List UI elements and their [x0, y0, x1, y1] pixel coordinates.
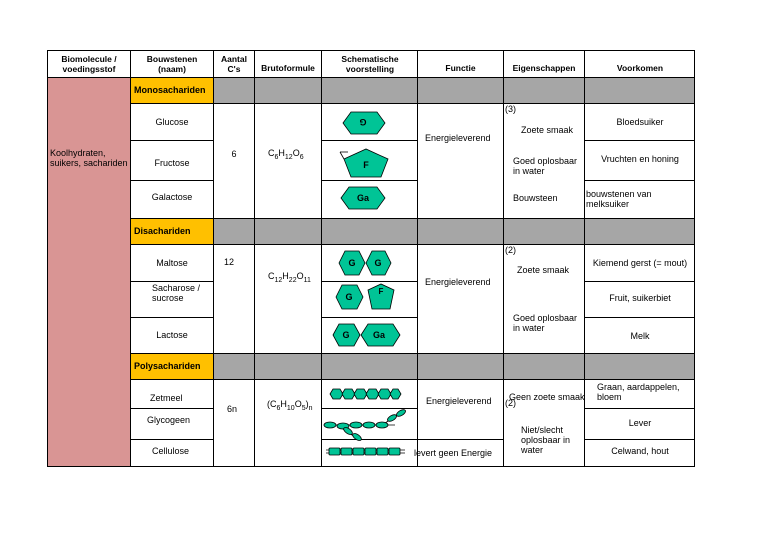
- di-eig-zoet: Zoete smaak: [517, 265, 570, 275]
- di-item-lactose: Lactose: [156, 330, 188, 340]
- mono-voorkomen-2: Vruchten en honing: [601, 154, 679, 164]
- formula-o: O: [292, 148, 300, 158]
- poly-voorkomen-3: Celwand, hout: [611, 446, 669, 456]
- mono-functie: Energieleverend: [425, 133, 491, 143]
- formula-c: C: [268, 271, 275, 281]
- cellulose-strands-icon: [326, 448, 405, 455]
- formula-h-sub: 10: [286, 404, 295, 412]
- header-brutoformule: Brutoformule: [261, 63, 315, 73]
- mono-note: (3): [505, 104, 516, 114]
- formula-o-sub: 11: [303, 276, 311, 284]
- mono-voorkomen-1: Bloedsuiker: [616, 117, 664, 127]
- formula-c-sub: 6: [276, 404, 281, 412]
- formula-h: H: [280, 399, 287, 409]
- formula-h: H: [282, 271, 289, 281]
- sacharose-letter-g: G: [345, 292, 353, 302]
- mono-eig-zoet: Zoete smaak: [521, 125, 574, 135]
- mono-item-glucose: Glucose: [155, 117, 189, 127]
- mono-eig-bouwsteen: Bouwsteen: [513, 193, 558, 203]
- header-schematisch: Schematische voorstelling: [341, 54, 399, 74]
- di-functie: Energieleverend: [425, 277, 491, 287]
- maltose-letter-2: G: [374, 258, 382, 268]
- di-item-sacharose: Sacharose / sucrose: [152, 283, 201, 303]
- mono-title: Monosachariden: [134, 85, 206, 95]
- di-item-maltose: Maltose: [156, 258, 188, 268]
- lactose-letter-ga: Ga: [372, 330, 385, 340]
- poly-item-zetmeel: Zetmeel: [150, 393, 183, 403]
- poly-eig-geen-zoet: Geen zoete smaak: [509, 392, 585, 402]
- poly-title: Polysachariden: [134, 361, 201, 371]
- poly-note: (2): [505, 398, 516, 408]
- maltose-letter-1: G: [348, 258, 356, 268]
- formula-h-sub: 22: [288, 276, 297, 284]
- di-note: (2): [505, 245, 516, 255]
- di-eig-oplosbaar: Goed oplosbaar in water: [513, 313, 578, 333]
- poly-aantal: 6n: [227, 404, 238, 414]
- di-aantal: 12: [224, 257, 235, 267]
- formula-o: O: [294, 399, 302, 409]
- header-bouwstenen: Bouwstenen (naam): [146, 54, 198, 74]
- poly-functie-cellulose: levert geen Energie: [414, 448, 493, 458]
- formula-close: ): [305, 399, 309, 409]
- header-aantal: Aantal C's: [221, 54, 247, 74]
- header-eigenschappen: Eigenschappen: [512, 63, 576, 73]
- di-title: Disachariden: [134, 226, 191, 236]
- poly-eig-oplosbaar: Niet/slecht oplosbaar in water: [521, 425, 571, 455]
- poly-item-glycogeen: Glycogeen: [147, 415, 191, 425]
- formula-n-sub: n: [308, 404, 313, 412]
- fructose-letter: F: [363, 160, 369, 170]
- header-biomolecule: Biomolecule / voedingsstof: [61, 54, 117, 74]
- formula-h: H: [278, 148, 285, 158]
- biomolecule-name: Koolhydraten, suikers, sachariden: [50, 148, 128, 168]
- fructose-side-chain: [340, 152, 344, 159]
- glucose-letter: G: [359, 117, 367, 127]
- zetmeel-chain-icon: [330, 389, 401, 399]
- di-voorkomen-1: Kiemend gerst (= mout): [592, 258, 688, 268]
- mono-aantal: 6: [231, 149, 237, 159]
- formula-c: C: [268, 148, 275, 158]
- formula-h-sub: 12: [284, 153, 293, 161]
- formula-o-sub: 5: [301, 404, 306, 412]
- formula-o-sub: 6: [299, 153, 304, 161]
- di-voorkomen-2: Fruit, suikerbiet: [609, 293, 671, 303]
- lactose-letter-g: G: [342, 330, 350, 340]
- mono-voorkomen-3: bouwstenen van melksuiker: [586, 189, 652, 209]
- di-voorkomen-3: Melk: [630, 331, 650, 341]
- header-voorkomen: Voorkomen: [616, 63, 664, 73]
- header-functie: Functie: [445, 63, 476, 73]
- formula-open: (C: [267, 399, 277, 409]
- galactose-letter: Ga: [356, 193, 369, 203]
- mono-eig-oplosbaar: Goed oplosbaar in water: [513, 156, 578, 176]
- poly-voorkomen-2: Lever: [628, 418, 652, 428]
- mono-item-fructose: Fructose: [154, 158, 190, 168]
- glycogeen-branched-icon: [324, 408, 407, 442]
- mono-item-galactose: Galactose: [151, 192, 193, 202]
- poly-voorkomen-1: Graan, aardappelen, bloem: [597, 382, 680, 402]
- formula-o: O: [296, 271, 304, 281]
- sacharose-letter-f: F: [378, 287, 384, 296]
- formula-c-sub: 12: [274, 276, 283, 284]
- formula-c-sub: 6: [274, 153, 279, 161]
- poly-item-cellulose: Cellulose: [152, 446, 190, 456]
- poly-functie: Energieleverend: [426, 396, 492, 406]
